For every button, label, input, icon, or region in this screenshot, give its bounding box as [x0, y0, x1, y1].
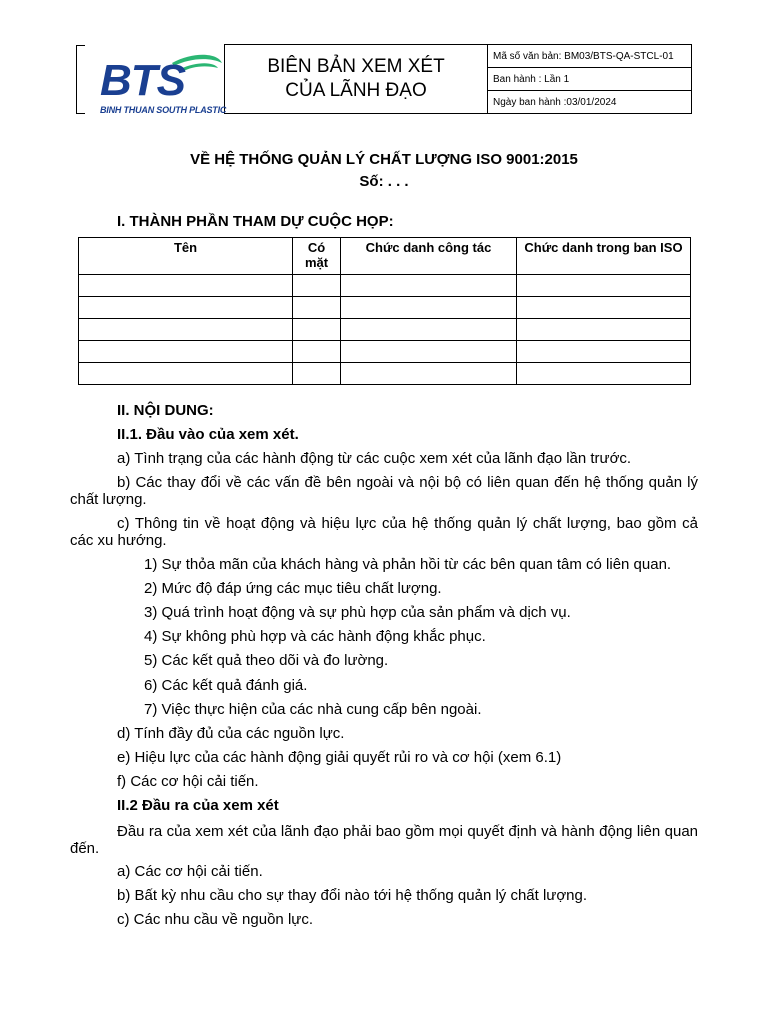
input-review-title: II.1. Đầu vào của xem xét. [117, 426, 299, 443]
col-iso-title: Chức danh trong ban ISO [517, 238, 691, 275]
list-item: 2) Mức độ đáp ứng các mục tiêu chất lượng. [144, 580, 442, 597]
output-item-a: a) Các cơ hội cải tiến. [117, 863, 263, 880]
logo-cell [76, 45, 225, 114]
col-job-title: Chức danh công tác [341, 238, 517, 275]
issue-date: Ngày ban hành :03/01/2024 [488, 91, 692, 114]
bts-logo-mark [86, 49, 226, 105]
output-intro: Đầu ra của xem xét của lãnh đạo phải bao gồm mọi quyết định và hành động liên quan đến. [70, 823, 698, 857]
table-row [79, 363, 691, 385]
list-item: 7) Việc thực hiện của các nhà cung cấp bên ngoài. [144, 701, 482, 718]
table-row [79, 275, 691, 297]
list-item: 6) Các kết quả đánh giá. [144, 677, 308, 694]
list-item: 1) Sự thỏa mãn của khách hàng và phản hồi từ các bên quan tâm có liên quan. [144, 556, 672, 573]
table-row [79, 319, 691, 341]
logo-letters: BTS [100, 55, 185, 105]
list-item: 4) Sự không phù hợp và các hành động khắc phục. [144, 628, 486, 645]
table-row [79, 297, 691, 319]
list-item: 5) Các kết quả theo dõi và đo lường. [144, 652, 389, 669]
output-item-b: b) Bất kỳ nhu cầu cho sự thay đổi nào tới hệ thống quản lý chất lượng. [117, 887, 588, 904]
attendees-table [78, 237, 691, 385]
col-name: Tên [79, 238, 293, 275]
input-item-a: a) Tình trạng của các hành động từ các cuộc xem xét của lãnh đạo lần trước. [117, 450, 632, 467]
attendees-header-row [79, 238, 691, 275]
company-logo [86, 49, 226, 113]
document-subject: VỀ HỆ THỐNG QUẢN LÝ CHẤT LƯỢNG ISO 9001:2015 [190, 151, 578, 168]
input-item-d: d) Tính đầy đủ của các nguồn lực. [117, 725, 345, 742]
title-line-1: BIÊN BẢN XEM XÉT [267, 56, 445, 77]
output-review-title: II.2 Đầu ra của xem xét [117, 797, 279, 814]
input-item-c: c) Thông tin về hoạt động và hiệu lực của hệ thống quản lý chất lượng, bao gồm cả các xu hướng. [70, 515, 698, 549]
col-present: Có mặt [293, 238, 341, 275]
input-item-e: e) Hiệu lực của các hành động giải quyết rủi ro và cơ hội (xem 6.1) [117, 749, 562, 766]
input-item-f: f) Các cơ hội cải tiến. [117, 773, 259, 790]
section-1-title: I. THÀNH PHẦN THAM DỰ CUỘC HỌP: [117, 213, 394, 230]
title-line-2: CỦA LÃNH ĐẠO [285, 80, 427, 101]
section-2-title: II. NỘI DUNG: [117, 402, 214, 419]
table-row [79, 341, 691, 363]
document-header [76, 44, 692, 114]
document-number: Số: . . . [359, 173, 409, 190]
edition: Ban hành : Lần 1 [488, 68, 692, 91]
output-item-c: c) Các nhu cầu về nguồn lực. [117, 911, 313, 928]
list-item: 3) Quá trình hoạt động và sự phù hợp của sản phẩm và dịch vụ. [144, 604, 571, 621]
document-title [225, 45, 488, 114]
company-name: BINH THUAN SOUTH PLASTIC [100, 104, 227, 115]
doc-code: Mã số văn bản: BM03/BTS-QA-STCL-01 [488, 45, 692, 68]
input-item-b: b) Các thay đổi về các vấn đề bên ngoài và nội bộ có liên quan đến hệ thống quản lý chất lượng. [70, 474, 698, 508]
